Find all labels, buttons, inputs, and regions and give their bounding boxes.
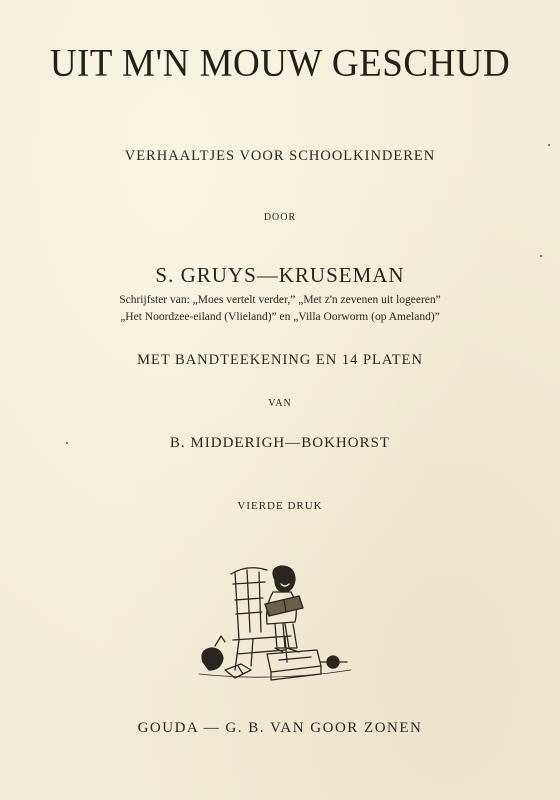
illustrator-name: B. MIDDERIGH—BOKHORST bbox=[169, 435, 391, 451]
by-label: DOOR bbox=[263, 212, 297, 223]
publisher-line: GOUDA — G. B. VAN GOOR ZONEN bbox=[137, 720, 423, 736]
edition-label: VIERDE DRUK bbox=[237, 500, 323, 512]
van-label: VAN bbox=[268, 398, 292, 409]
book-subtitle: VERHAALTJES VOOR SCHOOLKINDEREN bbox=[124, 148, 436, 164]
other-works bbox=[60, 292, 500, 326]
other-works-line-1: Schrijfster van: „Moes vertelt verder,” „Met z'n zevenen uit logeeren” bbox=[119, 294, 441, 306]
girl-reading-in-chair-illustration-icon bbox=[195, 562, 355, 687]
other-works-line-2: „Het Noordzee-eiland (Vlieland)” en „Villa Oorworm (op Ameland)” bbox=[120, 311, 440, 323]
illustration-note: MET BANDTEEKENING EN 14 PLATEN bbox=[137, 352, 423, 368]
paper-speck bbox=[548, 144, 550, 146]
paper-speck bbox=[540, 255, 542, 257]
book-title: UIT M'N MOUW GESCHUD bbox=[49, 41, 511, 86]
paper-speck bbox=[66, 442, 68, 444]
author-name: S. GRUYS—KRUSEMAN bbox=[155, 263, 405, 287]
